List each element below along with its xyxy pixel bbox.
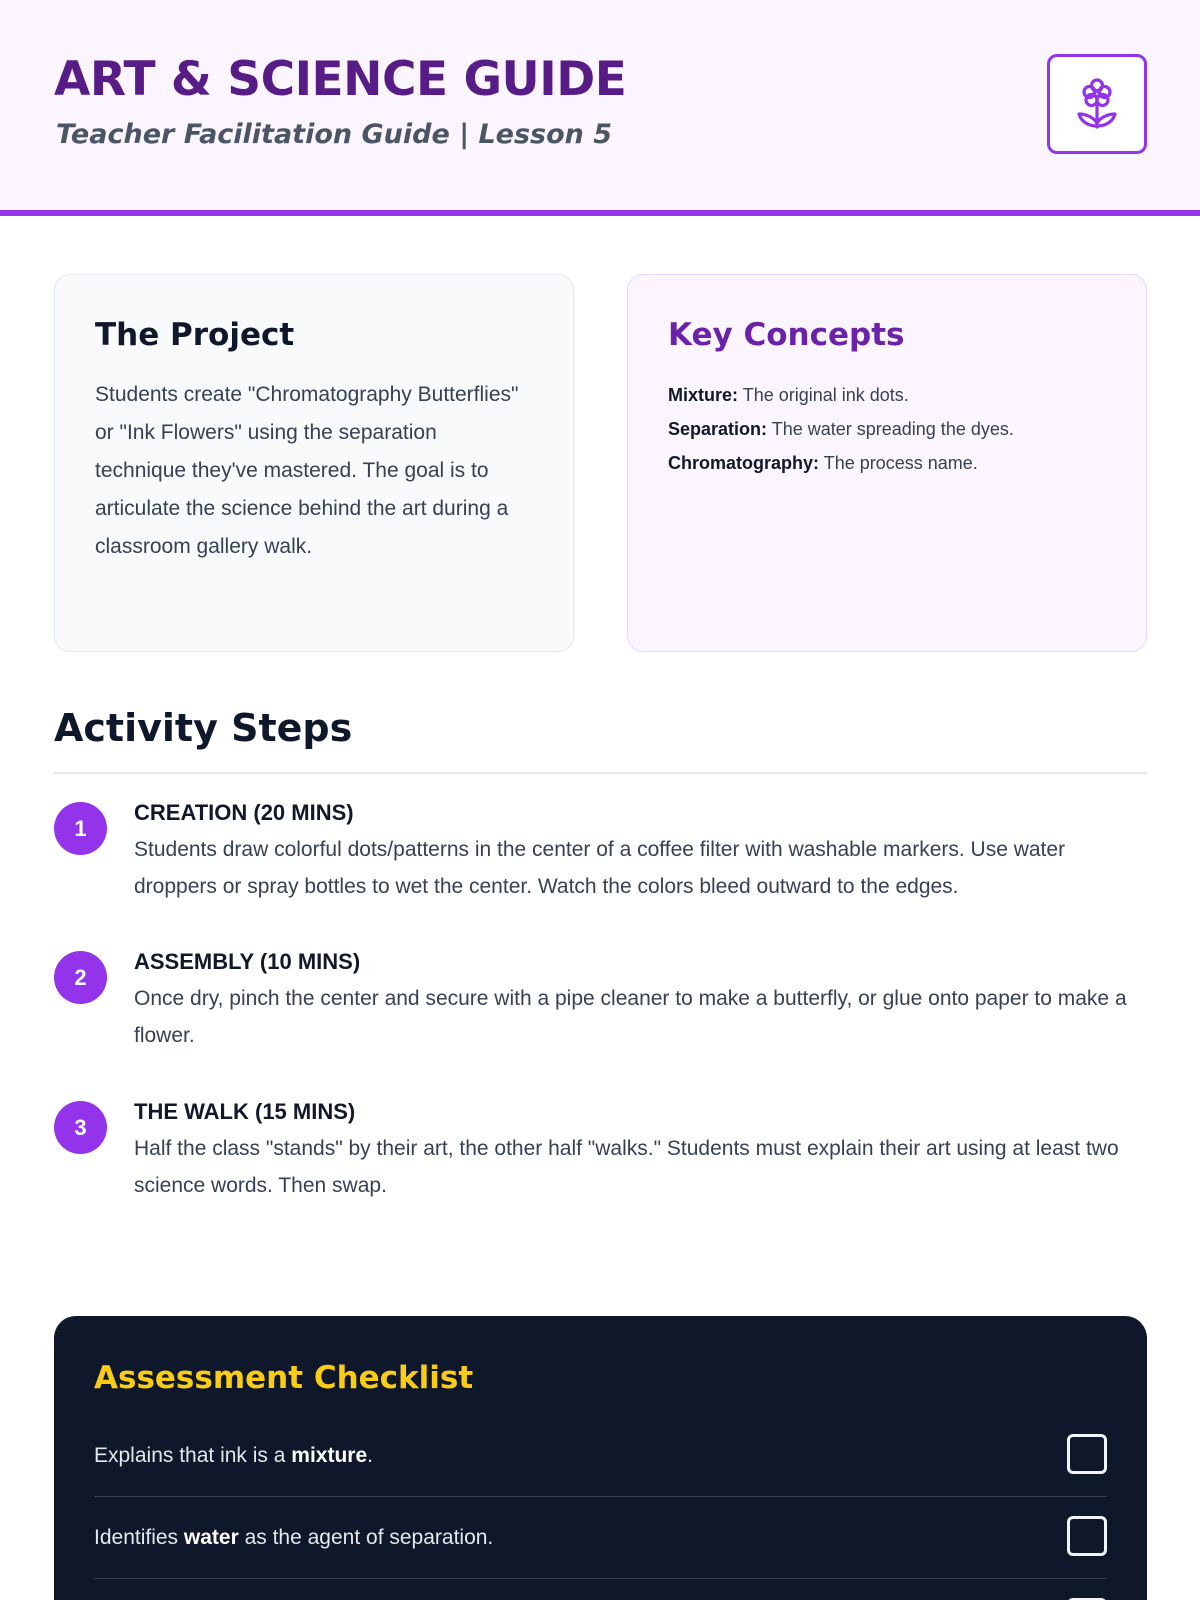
- checklist-item: [94, 1497, 1107, 1579]
- project-card: [54, 274, 574, 652]
- page-subtitle: Teacher Facilitation Guide | Lesson 5: [56, 119, 613, 150]
- concept-definition: The original ink dots.: [742, 385, 909, 406]
- concept-term: Chromatography:: [668, 453, 820, 474]
- concept-item: [668, 446, 1106, 480]
- step-content: [134, 802, 1147, 905]
- checklist-checkbox[interactable]: [1067, 1434, 1107, 1474]
- key-concepts-title: Key Concepts: [668, 317, 905, 353]
- step-number-badge: 2: [54, 951, 107, 1004]
- project-title: The Project: [95, 317, 295, 353]
- page-title: ART & SCIENCE GUIDE: [54, 52, 627, 107]
- checklist-title: Assessment Checklist: [94, 1360, 474, 1396]
- step-content: [134, 1101, 1147, 1204]
- assessment-checklist: [54, 1316, 1147, 1600]
- activity-steps-title: Activity Steps: [54, 706, 353, 750]
- checklist-checkbox[interactable]: [1067, 1516, 1107, 1556]
- concept-item: [668, 378, 1106, 412]
- concept-term: Separation:: [668, 419, 768, 440]
- concept-term: Mixture:: [668, 385, 739, 406]
- concept-item: [668, 412, 1106, 446]
- step-title: ASSEMBLY (10 MINS): [134, 949, 361, 974]
- concept-definition: The water spreading the dyes.: [771, 419, 1014, 440]
- concept-definition: The process name.: [823, 453, 978, 474]
- step-title: THE WALK (15 MINS): [134, 1099, 356, 1124]
- key-concepts-card: [627, 274, 1147, 652]
- flower-logo: [1047, 54, 1147, 154]
- project-description: Students create "Chromatography Butterflies" or "Ink Flowers" using the separation technique they've mastered. The goal is to articulate the science behind the art during a classroom gallery walk.: [95, 383, 519, 559]
- step-title: CREATION (20 MINS): [134, 800, 354, 825]
- step-description: Once dry, pinch the center and secure with a pipe cleaner to make a butterfly, or glue onto paper to make a flower.: [134, 987, 1127, 1047]
- page-header: [0, 0, 1200, 216]
- checklist-item-text: Identifies water as the agent of separation.: [94, 1525, 494, 1549]
- checklist-item: [94, 1415, 1107, 1497]
- step-description: Half the class "stands" by their art, the other half "walks." Students must explain their art using at least two science words. Then swap.: [134, 1137, 1119, 1197]
- checklist-item-text: Explains that ink is a mixture.: [94, 1443, 373, 1467]
- section-divider: [54, 772, 1147, 774]
- flower-icon: [1075, 78, 1119, 130]
- step-number-badge: 3: [54, 1101, 107, 1154]
- step-content: [134, 951, 1147, 1054]
- step-description: Students draw colorful dots/patterns in the center of a coffee filter with washable markers. Use water droppers or spray bottles to wet the center. Watch the colors bleed outward to the edges.: [134, 838, 1066, 898]
- step-number-badge: 1: [54, 802, 107, 855]
- checklist-item: [94, 1579, 1107, 1600]
